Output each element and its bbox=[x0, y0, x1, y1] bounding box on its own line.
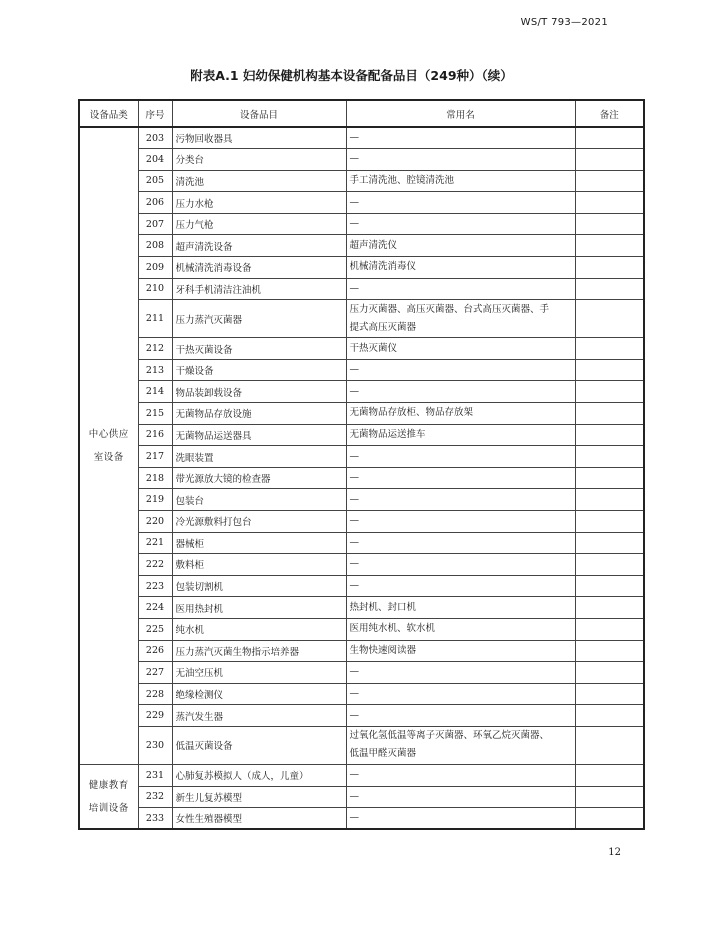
table-row bbox=[79, 597, 644, 619]
note-cell bbox=[575, 554, 644, 576]
category-line: 培训设备 bbox=[88, 802, 129, 814]
category-cell bbox=[79, 764, 138, 829]
column-header-note: 备注 bbox=[575, 100, 644, 127]
number-cell: 224 bbox=[138, 597, 172, 619]
item-cell: 无菌物品存放设施 bbox=[172, 403, 346, 425]
item-cell: 污物回收器具 bbox=[172, 127, 346, 149]
item-cell: 分类台 bbox=[172, 149, 346, 171]
table-row bbox=[79, 662, 644, 684]
number-cell: 221 bbox=[138, 532, 172, 554]
item-cell: 无油空压机 bbox=[172, 662, 346, 684]
column-header-common-name: 常用名 bbox=[346, 100, 575, 127]
number-cell: 226 bbox=[138, 640, 172, 662]
item-cell: 敷料柜 bbox=[172, 554, 346, 576]
note-cell bbox=[575, 683, 644, 705]
common-name-cell: — bbox=[346, 149, 575, 171]
item-cell: 低温灭菌设备 bbox=[172, 726, 346, 764]
category-line: 室设备 bbox=[93, 451, 124, 463]
note-cell bbox=[575, 575, 644, 597]
common-name-cell: — bbox=[346, 511, 575, 533]
note-cell bbox=[575, 640, 644, 662]
common-name-cell: 机械清洗消毒仪 bbox=[346, 257, 575, 279]
common-name-cell bbox=[346, 726, 575, 764]
note-cell bbox=[575, 381, 644, 403]
table-row bbox=[79, 467, 644, 489]
item-cell: 包装台 bbox=[172, 489, 346, 511]
item-cell: 超声清洗设备 bbox=[172, 235, 346, 257]
number-cell: 219 bbox=[138, 489, 172, 511]
table-row bbox=[79, 403, 644, 425]
item-cell: 洗眼装置 bbox=[172, 446, 346, 468]
category-cell bbox=[79, 127, 138, 764]
note-cell bbox=[575, 618, 644, 640]
common-name-cell: — bbox=[346, 359, 575, 381]
common-name-cell: — bbox=[346, 381, 575, 403]
table-row bbox=[79, 300, 644, 338]
standard-code: WS/T 793—2021 bbox=[520, 17, 608, 28]
common-name-cell: — bbox=[346, 467, 575, 489]
table-row bbox=[79, 764, 644, 786]
table-body bbox=[79, 127, 644, 829]
common-name-cell: 手工清洗池、腔镜清洗池 bbox=[346, 170, 575, 192]
item-cell: 心肺复苏模拟人（成人，儿童） bbox=[172, 764, 346, 786]
common-name-line: 提式高压灭菌器 bbox=[349, 321, 417, 333]
item-cell: 压力气枪 bbox=[172, 213, 346, 235]
common-name-line: 压力灭菌器、高压灭菌器、台式高压灭菌器、手 bbox=[349, 303, 550, 315]
table-title: 附表A.1 妇幼保健机构基本设备配备品目（249种）（续） bbox=[190, 68, 513, 83]
note-cell bbox=[575, 127, 644, 149]
item-cell: 清洗池 bbox=[172, 170, 346, 192]
common-name-cell: — bbox=[346, 786, 575, 808]
note-cell bbox=[575, 786, 644, 808]
table-row bbox=[79, 149, 644, 171]
item-cell: 带光源放大镜的检查器 bbox=[172, 467, 346, 489]
number-cell: 215 bbox=[138, 403, 172, 425]
table-row bbox=[79, 424, 644, 446]
number-cell: 205 bbox=[138, 170, 172, 192]
table-row bbox=[79, 359, 644, 381]
common-name-cell: — bbox=[346, 532, 575, 554]
common-name-cell: — bbox=[346, 808, 575, 830]
item-cell: 纯水机 bbox=[172, 618, 346, 640]
page-number: 12 bbox=[608, 847, 621, 858]
number-cell: 213 bbox=[138, 359, 172, 381]
note-cell bbox=[575, 467, 644, 489]
table-row bbox=[79, 381, 644, 403]
equipment-table bbox=[78, 99, 645, 830]
common-name-cell: — bbox=[346, 683, 575, 705]
table-row bbox=[79, 618, 644, 640]
number-cell: 210 bbox=[138, 278, 172, 300]
note-cell bbox=[575, 338, 644, 360]
item-cell: 包装切割机 bbox=[172, 575, 346, 597]
common-name-cell: 无菌物品运送推车 bbox=[346, 424, 575, 446]
table-row bbox=[79, 786, 644, 808]
note-cell bbox=[575, 149, 644, 171]
table-row bbox=[79, 192, 644, 214]
common-name-cell: 无菌物品存放柜、物品存放架 bbox=[346, 403, 575, 425]
number-cell: 223 bbox=[138, 575, 172, 597]
table-row bbox=[79, 575, 644, 597]
number-cell: 214 bbox=[138, 381, 172, 403]
common-name-cell: 超声清洗仪 bbox=[346, 235, 575, 257]
item-cell: 压力蒸汽灭菌生物指示培养器 bbox=[172, 640, 346, 662]
note-cell bbox=[575, 446, 644, 468]
common-name-line: 低温甲醛灭菌器 bbox=[349, 748, 417, 760]
note-cell bbox=[575, 808, 644, 830]
item-cell: 无菌物品运送器具 bbox=[172, 424, 346, 446]
item-cell: 压力水枪 bbox=[172, 192, 346, 214]
table-header-row bbox=[79, 100, 644, 127]
common-name-cell: — bbox=[346, 705, 575, 727]
note-cell bbox=[575, 213, 644, 235]
note-cell bbox=[575, 424, 644, 446]
number-cell: 222 bbox=[138, 554, 172, 576]
number-cell: 211 bbox=[138, 300, 172, 338]
item-cell: 干热灭菌设备 bbox=[172, 338, 346, 360]
common-name-cell: 生物快速阅读器 bbox=[346, 640, 575, 662]
common-name-cell: — bbox=[346, 489, 575, 511]
item-cell: 医用热封机 bbox=[172, 597, 346, 619]
note-cell bbox=[575, 597, 644, 619]
note-cell bbox=[575, 235, 644, 257]
common-name-cell: — bbox=[346, 127, 575, 149]
common-name-cell: — bbox=[346, 278, 575, 300]
number-cell: 227 bbox=[138, 662, 172, 684]
number-cell: 217 bbox=[138, 446, 172, 468]
table-row bbox=[79, 726, 644, 764]
number-cell: 203 bbox=[138, 127, 172, 149]
table-row bbox=[79, 127, 644, 149]
note-cell bbox=[575, 489, 644, 511]
item-cell: 干燥设备 bbox=[172, 359, 346, 381]
table-row bbox=[79, 532, 644, 554]
note-cell bbox=[575, 278, 644, 300]
note-cell bbox=[575, 662, 644, 684]
item-cell: 冷光源敷料打包台 bbox=[172, 511, 346, 533]
item-cell: 女性生殖器模型 bbox=[172, 808, 346, 830]
item-cell: 压力蒸汽灭菌器 bbox=[172, 300, 346, 338]
common-name-cell: — bbox=[346, 192, 575, 214]
common-name-cell: — bbox=[346, 554, 575, 576]
item-cell: 机械清洗消毒设备 bbox=[172, 257, 346, 279]
table-row bbox=[79, 808, 644, 830]
item-cell: 器械柜 bbox=[172, 532, 346, 554]
column-header-number: 序号 bbox=[138, 100, 172, 127]
table-row bbox=[79, 683, 644, 705]
note-cell bbox=[575, 300, 644, 338]
common-name-cell: 干热灭菌仪 bbox=[346, 338, 575, 360]
table-row bbox=[79, 511, 644, 533]
number-cell: 212 bbox=[138, 338, 172, 360]
item-cell: 牙科手机清洁注油机 bbox=[172, 278, 346, 300]
number-cell: 225 bbox=[138, 618, 172, 640]
table-row bbox=[79, 489, 644, 511]
number-cell: 229 bbox=[138, 705, 172, 727]
number-cell: 232 bbox=[138, 786, 172, 808]
table-row bbox=[79, 235, 644, 257]
number-cell: 231 bbox=[138, 764, 172, 786]
number-cell: 220 bbox=[138, 511, 172, 533]
table-row bbox=[79, 170, 644, 192]
table-row bbox=[79, 213, 644, 235]
note-cell bbox=[575, 511, 644, 533]
number-cell: 209 bbox=[138, 257, 172, 279]
common-name-cell: — bbox=[346, 662, 575, 684]
number-cell: 233 bbox=[138, 808, 172, 830]
note-cell bbox=[575, 403, 644, 425]
number-cell: 207 bbox=[138, 213, 172, 235]
number-cell: 230 bbox=[138, 726, 172, 764]
note-cell bbox=[575, 532, 644, 554]
note-cell bbox=[575, 705, 644, 727]
table-row bbox=[79, 257, 644, 279]
common-name-line: 过氧化氢低温等离子灭菌器、环氧乙烷灭菌器、 bbox=[349, 730, 550, 742]
item-cell: 物品装卸载设备 bbox=[172, 381, 346, 403]
number-cell: 216 bbox=[138, 424, 172, 446]
note-cell bbox=[575, 257, 644, 279]
note-cell bbox=[575, 726, 644, 764]
table-row bbox=[79, 338, 644, 360]
common-name-cell: 医用纯水机、软水机 bbox=[346, 618, 575, 640]
number-cell: 228 bbox=[138, 683, 172, 705]
common-name-cell: — bbox=[346, 764, 575, 786]
category-line: 健康教育 bbox=[88, 779, 129, 791]
number-cell: 206 bbox=[138, 192, 172, 214]
number-cell: 204 bbox=[138, 149, 172, 171]
category-line: 中心供应 bbox=[88, 428, 129, 440]
common-name-cell bbox=[346, 300, 575, 338]
table-row bbox=[79, 278, 644, 300]
note-cell bbox=[575, 192, 644, 214]
table-row bbox=[79, 446, 644, 468]
number-cell: 218 bbox=[138, 467, 172, 489]
common-name-cell: — bbox=[346, 213, 575, 235]
item-cell: 蒸汽发生器 bbox=[172, 705, 346, 727]
number-cell: 208 bbox=[138, 235, 172, 257]
note-cell bbox=[575, 764, 644, 786]
common-name-cell: 热封机、封口机 bbox=[346, 597, 575, 619]
item-cell: 绝缘检测仪 bbox=[172, 683, 346, 705]
column-header-category: 设备品类 bbox=[79, 100, 138, 127]
note-cell bbox=[575, 170, 644, 192]
column-header-item: 设备品目 bbox=[172, 100, 346, 127]
common-name-cell: — bbox=[346, 446, 575, 468]
item-cell: 新生儿复苏模型 bbox=[172, 786, 346, 808]
common-name-cell: — bbox=[346, 575, 575, 597]
table-row bbox=[79, 640, 644, 662]
table-row bbox=[79, 554, 644, 576]
note-cell bbox=[575, 359, 644, 381]
table-row bbox=[79, 705, 644, 727]
